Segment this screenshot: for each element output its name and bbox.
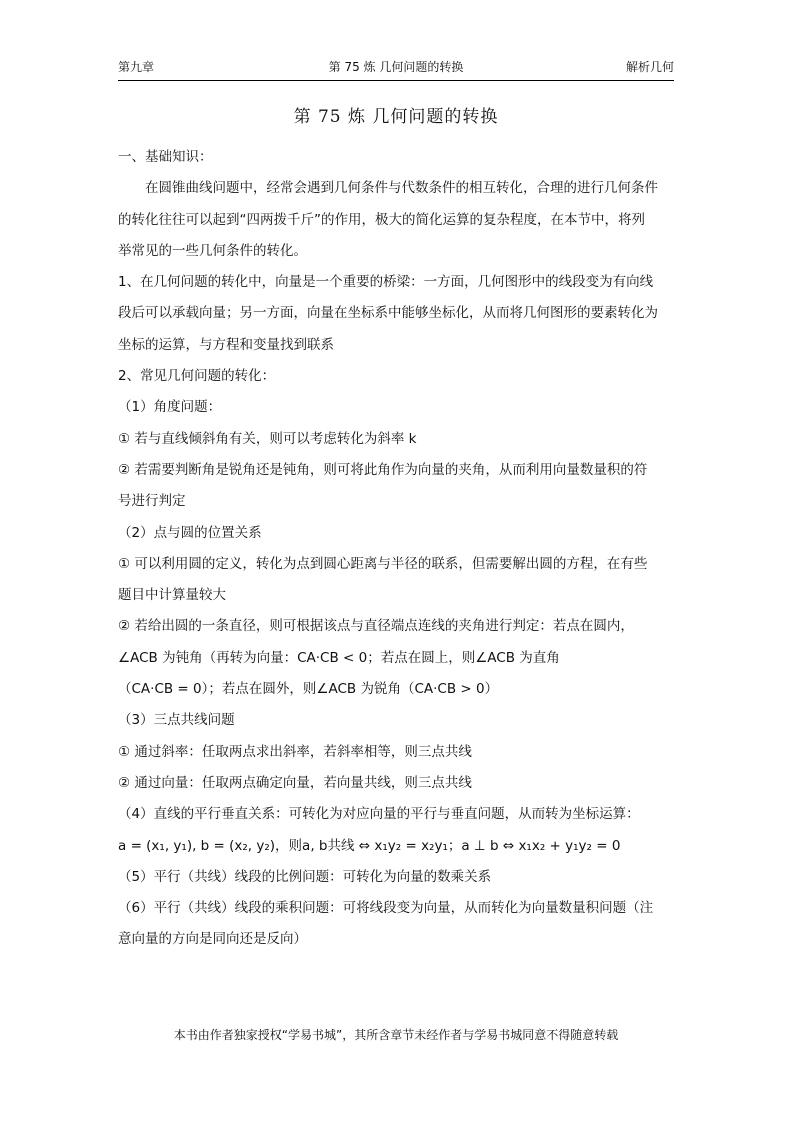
paragraph-line: 在圆锥曲线问题中，经常会遇到几何条件与代数条件的相互转化，合理的进行几何条件 <box>145 180 658 197</box>
paragraph-line: 的转化往往可以起到“四两拨千斤”的作用，极大的简化运算的复杂程度，在本节中，将列 <box>118 211 645 228</box>
subheading: （1）角度问题： <box>118 399 222 416</box>
section-heading: 一、基础知识： <box>118 149 213 165</box>
paragraph-line: 题目中计算量较大 <box>118 587 226 604</box>
paragraph-line: （4）直线的平行垂直关系：可转化为对应向量的平行与垂直问题，从而转为坐标运算： <box>118 806 640 823</box>
paragraph-line: 1、在几何问题的转化中，向量是一个重要的桥梁：一方面，几何图形中的线段变为有向线 <box>118 274 654 291</box>
paragraph-line: 段后可以承载向量；另一方面，向量在坐标系中能够坐标化，从而将几何图形的要素转化为 <box>118 305 658 322</box>
copyright-footer: 本书由作者独家授权“学易书城”，其所含章节未经作者与学易书城同意不得随意转载 <box>173 1028 619 1042</box>
paragraph-line: （5）平行（共线）线段的比例问题：可转化为向量的数乘关系 <box>118 868 492 885</box>
formula-line: ∠ACB 为钝角（再转为向量：CA·CB < 0；若点在圆上，则∠ACB 为直角 <box>118 649 560 666</box>
paragraph-line: 号进行判定 <box>118 493 186 510</box>
header-topic: 解析几何 <box>625 60 674 74</box>
paragraph-line: ② 若给出圆的一条直径，则可根据该点与直径端点连线的夹角进行判定：若点在圆内， <box>118 618 634 635</box>
paragraph-line: ② 通过向量：任取两点确定向量，若向量共线，则三点共线 <box>118 774 472 791</box>
paragraph-line: （6）平行（共线）线段的乘积问题：可将线段变为向量，从而转化为向量数量积问题（注 <box>118 900 654 917</box>
page-title: 第 75 炼 几何问题的转换 <box>293 107 499 127</box>
page-header <box>118 57 674 77</box>
paragraph-line: 举常见的一些几何条件的转化。 <box>118 242 307 259</box>
paragraph-line: ② 若需要判断角是锐角还是钝角，则可将此角作为向量的夹角，从而利用向量数量积的符 <box>118 461 648 478</box>
paragraph-line: ① 通过斜率：任取两点求出斜率，若斜率相等，则三点共线 <box>118 743 472 760</box>
subheading: （2）点与圆的位置关系 <box>118 524 262 541</box>
paragraph-line: 2、常见几何问题的转化： <box>118 368 276 385</box>
header-lesson: 第 75 炼 几何问题的转换 <box>328 60 464 74</box>
formula-line: （CA·CB = 0）；若点在圆外，则∠ACB 为锐角（CA·CB > 0） <box>118 681 499 698</box>
document-body <box>118 142 674 956</box>
subheading: （3）三点共线问题 <box>118 712 235 729</box>
formula-line: a = (x₁, y₁), b = (x₂, y₂)，则a, b共线 ⇔ x₁y₂ = x₂y₁；a ⊥ b ⇔ x₁x₂ + y₁y₂ = 0 <box>118 837 621 854</box>
header-rule <box>118 80 674 81</box>
paragraph-line: 意向量的方向是同向还是反向） <box>118 931 307 948</box>
paragraph-line: ① 若与直线倾斜角有关，则可以考虑转化为斜率 k <box>118 430 417 447</box>
paragraph-line: 坐标的运算，与方程和变量找到联系 <box>118 336 334 353</box>
paragraph-line: ① 可以利用圆的定义，转化为点到圆心距离与半径的联系，但需要解出圆的方程，在有些 <box>118 555 648 572</box>
header-chapter: 第九章 <box>118 60 155 74</box>
